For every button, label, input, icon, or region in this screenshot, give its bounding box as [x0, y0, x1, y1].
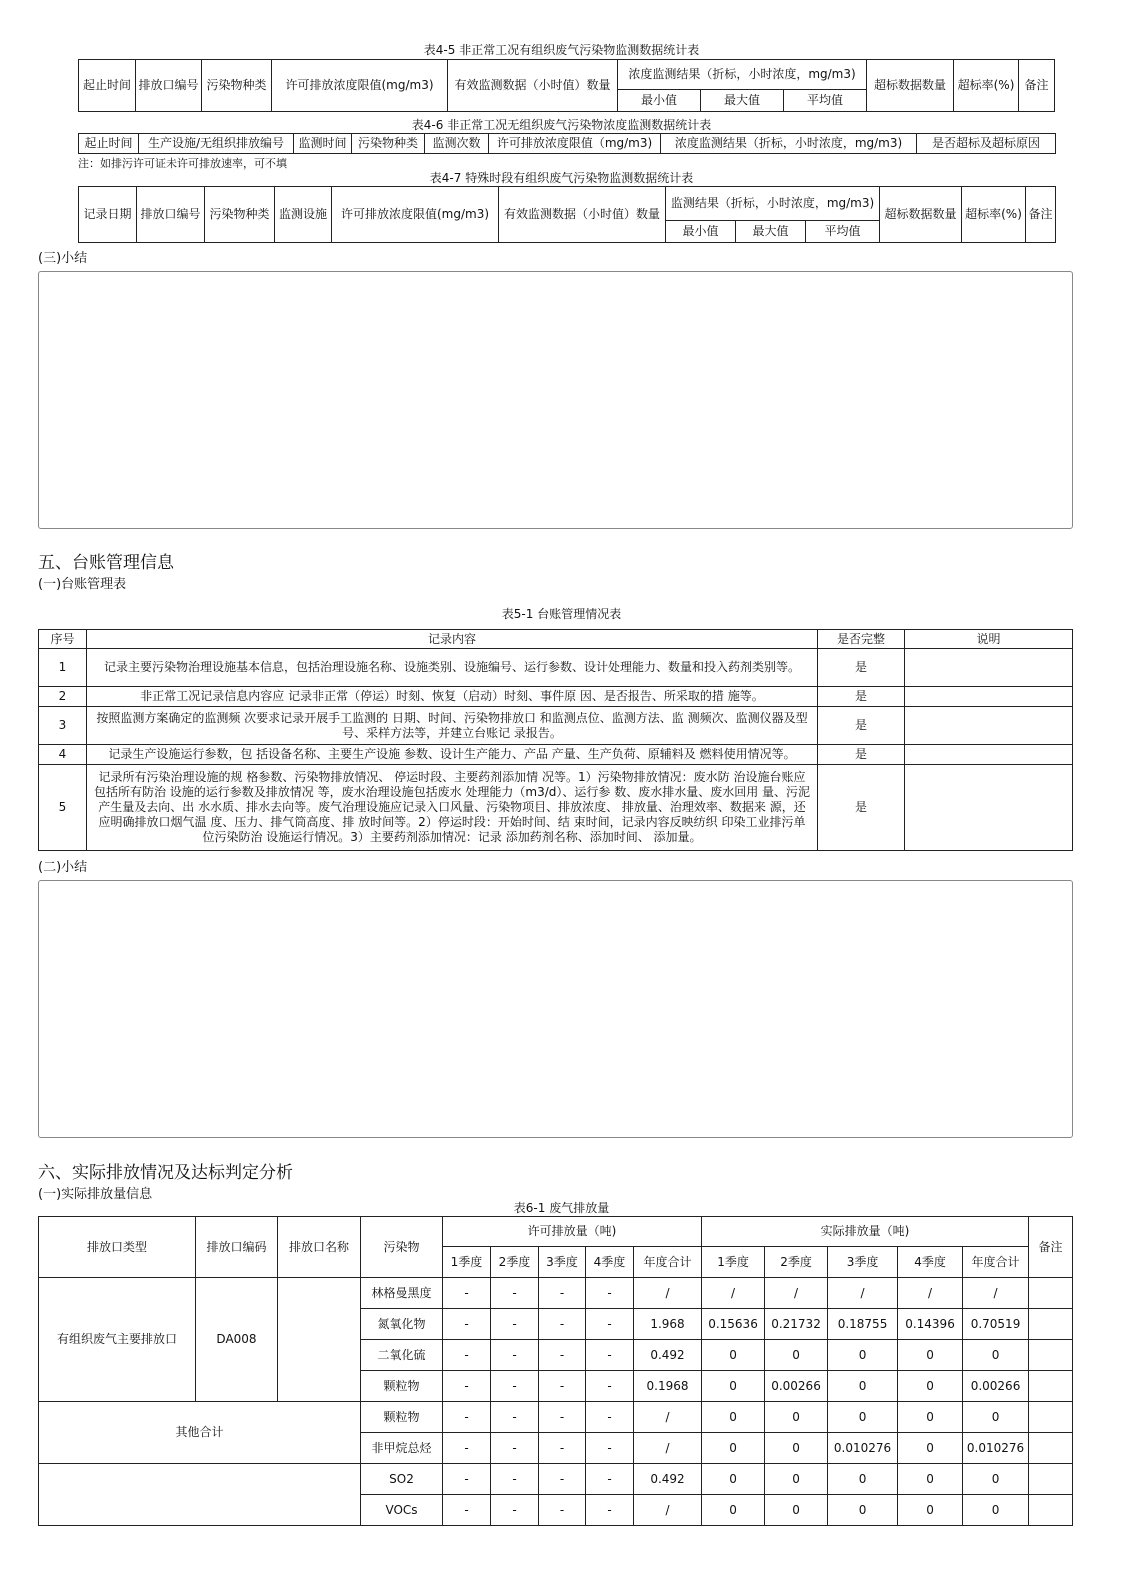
header-cell: 排放口名称: [278, 1217, 361, 1278]
permit-cell: -: [586, 1495, 634, 1526]
pollutant-cell: 颗粒物: [361, 1402, 443, 1433]
permit-cell: 0.492: [634, 1340, 702, 1371]
header-cell: 监测时间: [294, 134, 352, 154]
permit-cell: -: [443, 1464, 491, 1495]
header-cell: 是否完整: [818, 630, 905, 649]
permit-cell: -: [491, 1371, 539, 1402]
remark-cell: [1029, 1278, 1073, 1309]
outlet-type-cell: 有组织废气主要排放口: [39, 1278, 196, 1402]
actual-cell: 0: [765, 1402, 828, 1433]
actual-cell: 0.21732: [765, 1309, 828, 1340]
permit-cell: -: [539, 1309, 586, 1340]
header-cell: 许可排放量（吨): [443, 1217, 702, 1247]
permit-cell: -: [491, 1278, 539, 1309]
pollutant-cell: VOCs: [361, 1495, 443, 1526]
header-cell: 浓度监测结果（折标，小时浓度，mg/m3): [661, 134, 917, 154]
actual-cell: 0.70519: [963, 1309, 1029, 1340]
header-cell: 许可排放浓度限值（mg/m3): [489, 134, 661, 154]
actual-cell: 0.00266: [963, 1371, 1029, 1402]
permit-cell: /: [634, 1402, 702, 1433]
pollutant-cell: 林格曼黑度: [361, 1278, 443, 1309]
row-no: 5: [39, 765, 87, 851]
header-cell: 备注: [1019, 60, 1055, 112]
header-cell: 起止时间: [79, 60, 136, 112]
header-cell: 备注: [1029, 1217, 1073, 1278]
section-5-sub1: (一)台账管理表: [38, 577, 127, 592]
permit-cell: -: [491, 1340, 539, 1371]
other-total-cell: 其他合计: [39, 1402, 361, 1464]
subheader-cell: 最小值: [666, 221, 736, 243]
header-cell: 监测设施: [275, 187, 332, 243]
actual-cell: 0.18755: [828, 1309, 898, 1340]
row-note: [905, 707, 1073, 745]
row-complete: 是: [818, 765, 905, 851]
subheader-cell: 平均值: [784, 90, 867, 112]
summary-2-textbox[interactable]: [38, 880, 1073, 1138]
subheader-cell: 3季度: [539, 1247, 586, 1278]
header-cell: 记录日期: [79, 187, 137, 243]
subheader-cell: 1季度: [702, 1247, 765, 1278]
summary-3-label: (三)小结: [38, 251, 88, 266]
subheader-cell: 最大值: [736, 221, 806, 243]
row-content: 记录所有污染治理设施的规 格参数、污染物排放情况、 停运时段、主要药剂添加情 况等。1）污染物排放情况：废水防 治设施台账应包括所有防治 设施的运行参数及排放情况 等，废水治理设施包括废水 处理能力（m3/d）、运行参 数、废水排水量、废水回用 量、污泥产生量及去向、出 水水质、排水去向等。废气治理设施应记录入口风量、污染物项目、排放浓度、 排放量、治理效率、数据来 源，还应明确排放口烟气温 度、压力、排气筒高度、排 放时间等。2）停运时段：开始时间、结 束时间，记录内容反映纺织 印染工业排污单位污染防治 设施运行情况。3）主要药剂添加情况：记录 添加药剂名称、添加时间、 添加量。: [87, 765, 818, 851]
actual-cell: 0: [898, 1402, 963, 1433]
section-6-title: 六、实际排放情况及达标判定分析: [38, 1163, 293, 1183]
header-cell: 监测次数: [425, 134, 489, 154]
row-note: [905, 649, 1073, 687]
permit-cell: /: [634, 1278, 702, 1309]
permit-cell: -: [539, 1340, 586, 1371]
actual-cell: /: [828, 1278, 898, 1309]
table-row: [39, 1464, 1073, 1495]
actual-cell: 0.010276: [963, 1433, 1029, 1464]
pollutant-cell: 氮氧化物: [361, 1309, 443, 1340]
actual-cell: 0: [702, 1433, 765, 1464]
actual-cell: /: [702, 1278, 765, 1309]
permit-cell: -: [491, 1402, 539, 1433]
row-note: [905, 687, 1073, 707]
header-cell: 超标率(%): [954, 60, 1019, 112]
actual-cell: 0: [765, 1464, 828, 1495]
subheader-cell: 最大值: [701, 90, 784, 112]
header-cell: 许可排放浓度限值(mg/m3): [272, 60, 448, 112]
row-no: 3: [39, 707, 87, 745]
header-cell: 说明: [905, 630, 1073, 649]
actual-cell: 0: [898, 1464, 963, 1495]
header-cell: 污染物: [361, 1217, 443, 1278]
actual-cell: 0: [898, 1433, 963, 1464]
permit-cell: -: [443, 1495, 491, 1526]
permit-cell: -: [443, 1433, 491, 1464]
actual-cell: 0: [963, 1340, 1029, 1371]
row-no: 1: [39, 649, 87, 687]
actual-cell: 0.14396: [898, 1309, 963, 1340]
actual-cell: 0: [828, 1340, 898, 1371]
row-complete: 是: [818, 687, 905, 707]
header-cell: 监测结果（折标，小时浓度，mg/m3): [666, 187, 880, 221]
actual-cell: 0: [702, 1464, 765, 1495]
actual-cell: 0: [765, 1495, 828, 1526]
header-cell: 污染物种类: [352, 134, 425, 154]
subheader-cell: 最小值: [618, 90, 701, 112]
subheader-cell: 3季度: [828, 1247, 898, 1278]
pollutant-cell: 颗粒物: [361, 1371, 443, 1402]
pollutant-cell: 非甲烷总烃: [361, 1433, 443, 1464]
permit-cell: 0.1968: [634, 1371, 702, 1402]
header-cell: 排放口编号: [136, 60, 202, 112]
actual-cell: 0: [828, 1402, 898, 1433]
actual-cell: 0: [963, 1464, 1029, 1495]
header-cell: 生产设施/无组织排放编号: [139, 134, 294, 154]
permit-cell: /: [634, 1495, 702, 1526]
table-row: [39, 765, 1073, 851]
row-no: 2: [39, 687, 87, 707]
header-cell: 排放口编号: [137, 187, 205, 243]
permit-cell: -: [491, 1464, 539, 1495]
table-row: [39, 707, 1073, 745]
permit-cell: 0.492: [634, 1464, 702, 1495]
permit-cell: -: [539, 1371, 586, 1402]
remark-cell: [1029, 1371, 1073, 1402]
permit-cell: -: [539, 1495, 586, 1526]
header-cell: 序号: [39, 630, 87, 649]
subheader-cell: 4季度: [586, 1247, 634, 1278]
table-4-6-caption: 表4-6 非正常工况无组织废气污染物浓度监测数据统计表: [411, 118, 712, 132]
remark-cell: [1029, 1495, 1073, 1526]
permit-cell: -: [443, 1402, 491, 1433]
actual-cell: 0: [702, 1340, 765, 1371]
actual-cell: 0: [898, 1495, 963, 1526]
header-cell: 是否超标及超标原因: [917, 134, 1056, 154]
pollutant-cell: SO2: [361, 1464, 443, 1495]
row-content: 记录主要污染物治理设施基本信息，包括治理设施名称、设施类别、设施编号、运行参数、设计处理能力、数量和投入药剂类别等。: [87, 649, 818, 687]
remark-cell: [1029, 1464, 1073, 1495]
actual-cell: 0: [702, 1495, 765, 1526]
summary-2-label: (二)小结: [38, 860, 88, 875]
header-cell: 有效监测数据（小时值）数量: [499, 187, 666, 243]
table-6-1: [38, 1216, 1073, 1526]
header-cell: 浓度监测结果（折标，小时浓度，mg/m3): [618, 60, 867, 90]
permit-cell: -: [539, 1464, 586, 1495]
table-5-1-caption: 表5-1 台账管理情况表: [501, 607, 622, 621]
header-cell: 排放口类型: [39, 1217, 196, 1278]
permit-cell: 1.968: [634, 1309, 702, 1340]
permit-cell: -: [586, 1433, 634, 1464]
permit-cell: -: [491, 1433, 539, 1464]
permit-cell: -: [443, 1278, 491, 1309]
permit-cell: -: [586, 1402, 634, 1433]
actual-cell: /: [963, 1278, 1029, 1309]
row-content: 非正常工况记录信息内容应 记录非正常（停运）时刻、恢复（启动）时刻、事件原 因、是否报告、所采取的措 施等。: [87, 687, 818, 707]
header-cell: 污染物种类: [202, 60, 272, 112]
header-cell: 实际排放量（吨): [702, 1217, 1029, 1247]
actual-cell: 0: [828, 1464, 898, 1495]
permit-cell: -: [586, 1278, 634, 1309]
row-complete: 是: [818, 745, 905, 765]
header-cell: 超标数据数量: [880, 187, 962, 243]
table-row: [39, 1278, 1073, 1309]
table-4-7-caption: 表4-7 特殊时段有组织废气污染物监测数据统计表: [429, 171, 694, 185]
header-cell: 超标率(%): [962, 187, 1026, 243]
header-cell: 有效监测数据（小时值）数量: [448, 60, 618, 112]
actual-cell: /: [765, 1278, 828, 1309]
outlet-code-cell: DA008: [196, 1278, 278, 1402]
actual-cell: 0.15636: [702, 1309, 765, 1340]
table-row: [39, 687, 1073, 707]
row-complete: 是: [818, 707, 905, 745]
permit-cell: -: [443, 1309, 491, 1340]
section-6-sub1: (一)实际排放量信息: [38, 1187, 153, 1202]
subheader-cell: 2季度: [765, 1247, 828, 1278]
header-cell: 起止时间: [79, 134, 139, 154]
subheader-cell: 1季度: [443, 1247, 491, 1278]
actual-cell: 0: [702, 1371, 765, 1402]
remark-cell: [1029, 1402, 1073, 1433]
remark-cell: [1029, 1309, 1073, 1340]
actual-cell: 0: [898, 1371, 963, 1402]
table-4-5: [78, 59, 1055, 112]
table-row: [39, 649, 1073, 687]
row-note: [905, 745, 1073, 765]
actual-cell: 0: [963, 1402, 1029, 1433]
actual-cell: 0: [963, 1495, 1029, 1526]
permit-cell: -: [491, 1495, 539, 1526]
permit-cell: -: [539, 1433, 586, 1464]
header-cell: 污染物种类: [205, 187, 275, 243]
permit-cell: -: [443, 1340, 491, 1371]
actual-cell: 0: [898, 1340, 963, 1371]
actual-cell: 0: [702, 1402, 765, 1433]
total-group-cell: [39, 1464, 361, 1526]
table-4-5-caption: 表4-5 非正常工况有组织废气污染物监测数据统计表: [423, 43, 700, 57]
subheader-cell: 2季度: [491, 1247, 539, 1278]
table-row: [39, 1402, 1073, 1433]
table-4-6-note: 注：如排污许可证未许可排放速率，可不填: [78, 157, 287, 170]
row-note: [905, 765, 1073, 851]
pollutant-cell: 二氧化硫: [361, 1340, 443, 1371]
permit-cell: -: [586, 1340, 634, 1371]
summary-3-textbox[interactable]: [38, 271, 1073, 529]
table-4-7: [78, 186, 1056, 243]
permit-cell: -: [491, 1309, 539, 1340]
header-cell: 备注: [1026, 187, 1056, 243]
header-cell: 许可排放浓度限值(mg/m3): [332, 187, 499, 243]
subheader-cell: 年度合计: [963, 1247, 1029, 1278]
row-content: 记录生产设施运行参数，包 括设备名称、主要生产设施 参数、设计生产能力、产品 产量、生产负荷、原辅料及 燃料使用情况等。: [87, 745, 818, 765]
actual-cell: /: [898, 1278, 963, 1309]
table-4-6: [78, 133, 1056, 154]
subheader-cell: 年度合计: [634, 1247, 702, 1278]
permit-cell: -: [586, 1371, 634, 1402]
header-cell: 排放口编码: [196, 1217, 278, 1278]
actual-cell: 0: [828, 1371, 898, 1402]
actual-cell: 0.00266: [765, 1371, 828, 1402]
row-no: 4: [39, 745, 87, 765]
subheader-cell: 平均值: [806, 221, 880, 243]
permit-cell: -: [586, 1464, 634, 1495]
permit-cell: -: [539, 1278, 586, 1309]
row-complete: 是: [818, 649, 905, 687]
actual-cell: 0: [828, 1495, 898, 1526]
permit-cell: -: [539, 1402, 586, 1433]
outlet-name-cell: [278, 1278, 361, 1402]
actual-cell: 0: [765, 1340, 828, 1371]
section-5-title: 五、台账管理信息: [38, 553, 174, 573]
actual-cell: 0: [765, 1433, 828, 1464]
table-6-1-caption: 表6-1 废气排放量: [513, 1201, 610, 1215]
permit-cell: /: [634, 1433, 702, 1464]
row-content: 按照监测方案确定的监测频 次要求记录开展手工监测的 日期、时间、污染物排放口 和监测点位、监测方法、监 测频次、监测仪器及型号、采样方法等，并建立台账记 录报告。: [87, 707, 818, 745]
table-5-1: [38, 629, 1073, 851]
table-row: [39, 745, 1073, 765]
remark-cell: [1029, 1340, 1073, 1371]
permit-cell: -: [443, 1371, 491, 1402]
actual-cell: 0.010276: [828, 1433, 898, 1464]
header-cell: 超标数据数量: [867, 60, 954, 112]
permit-cell: -: [586, 1309, 634, 1340]
subheader-cell: 4季度: [898, 1247, 963, 1278]
header-cell: 记录内容: [87, 630, 818, 649]
remark-cell: [1029, 1433, 1073, 1464]
